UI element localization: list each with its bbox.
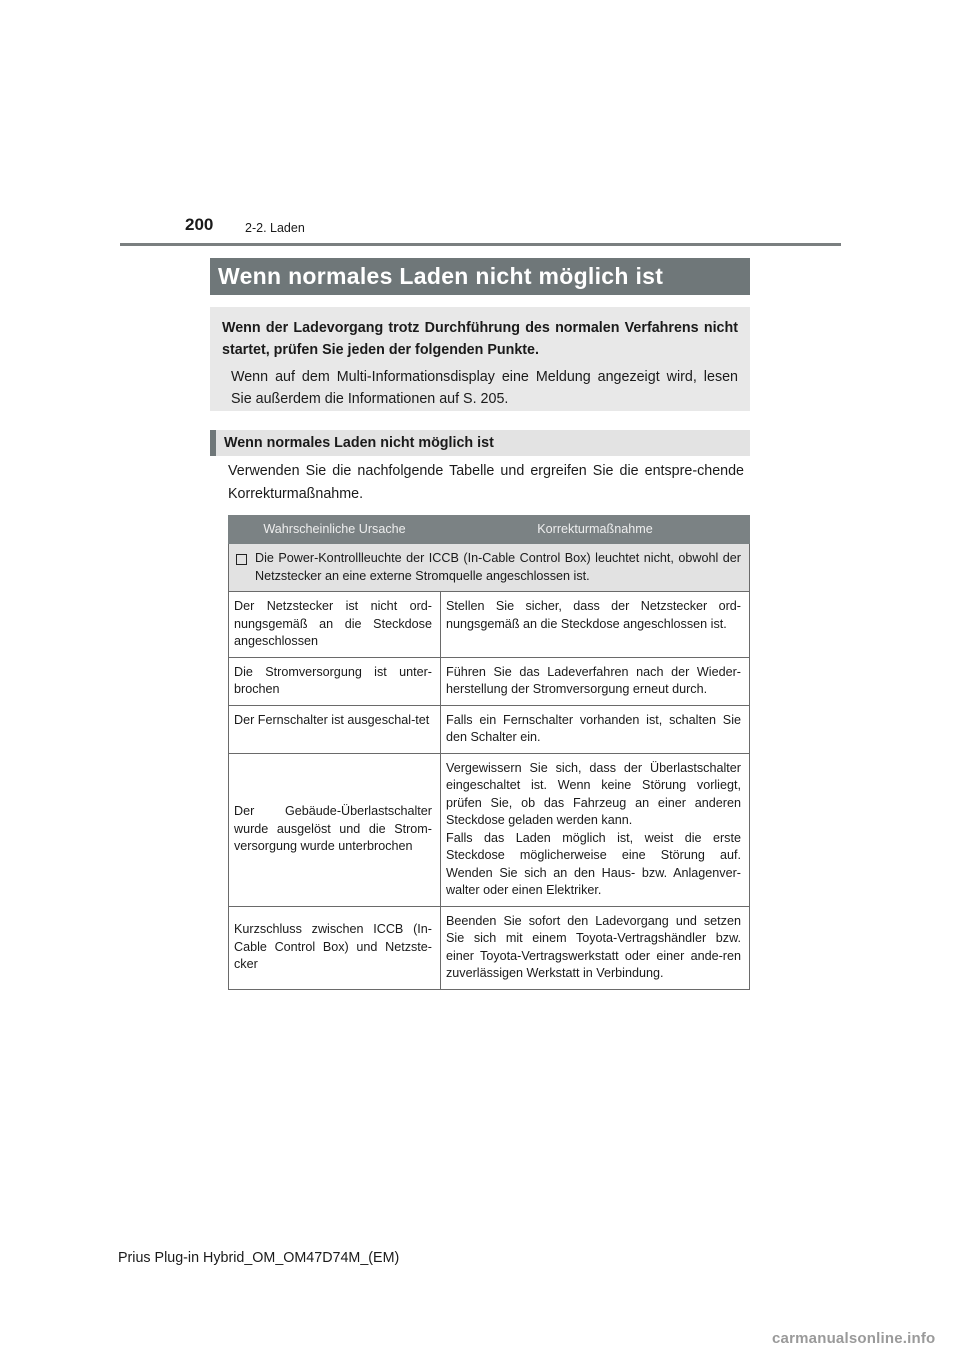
cause-cell: Kurzschluss zwischen ICCB (In-Cable Control Box) und Netzste-cker [229,906,441,989]
cause-cell: Der Fernschalter ist ausgeschal-tet [229,705,441,753]
intro-text: Wenn auf dem Multi-Informationsdisplay eine Meldung angezeigt wird, lesen Sie außerdem die Informationen auf S. 205. [231,369,738,407]
footer-doc-id: Prius Plug-in Hybrid_OM_OM47D74M_(EM) [118,1250,400,1266]
column-header-cause: Wahrscheinliche Ursache [229,516,441,544]
watermark: carmanualsonline.info [772,1330,936,1347]
page-number: 200 [185,215,214,234]
table-row [229,906,750,989]
remedy-table [228,515,750,990]
table-row [229,657,750,705]
cause-cell: Die Stromversorgung ist unter-brochen [229,657,441,705]
action-cell: Vergewissern Sie sich, dass der Überlastschalter eingeschaltet ist. Wenn keine Störung vorliegt, prüfen Sie, ob das Fahrzeug an einer anderen Steckdose geladen werden kann. Falls das Laden möglich ist, weist die erste Steckdose möglicherweise eine Störung auf. Wenden Sie sich an den Haus- bzw. Anlagenver-walter oder einen Elektriker. [441,753,750,906]
section-label: 2-2. Laden [245,221,305,235]
action-cell: Falls ein Fernschalter vorhanden ist, schalten Sie den Schalter ein. [441,705,750,753]
table-row [229,753,750,906]
table-header-row [229,516,750,544]
cause-cell: Der Netzstecker ist nicht ord-nungsgemäß an die Steckdose angeschlossen [229,592,441,658]
condition-cell [229,544,750,592]
header-rule [120,243,841,246]
cause-cell: Der Gebäude-Überlastschalter wurde ausgelöst und die Strom-versorgung wurde unterbrochen [229,753,441,906]
action-cell: Stellen Sie sicher, dass der Netzstecker ord-nungsgemäß an die Steckdose angeschlossen ist. [441,592,750,658]
subheading: Wenn normales Laden nicht möglich ist [210,430,750,456]
column-header-action: Korrekturmaßnahme [441,516,750,544]
checkbox-icon [236,554,247,565]
condition-row [229,544,750,592]
intro-bold-text: Wenn der Ladevorgang trotz Durchführung des normalen Verfahrens nicht startet, prüfen Sie jeden der folgenden Punkte. [222,320,738,358]
page-title: Wenn normales Laden nicht möglich ist [210,258,750,295]
condition-text: Die Power-Kontrollleuchte der ICCB (In-Cable Control Box) leuchtet nicht, obwohl der Netzstecker an eine externe Stromquelle angeschlossen ist. [255,551,741,583]
table-row [229,705,750,753]
table-row [229,592,750,658]
action-cell: Führen Sie das Ladeverfahren nach der Wieder-herstellung der Stromversorgung erneut durch. [441,657,750,705]
body-paragraph: Verwenden Sie die nachfolgende Tabelle und ergreifen Sie die entspre-chende Korrekturmaßnahme. [228,463,744,502]
intro-box [210,307,750,411]
action-cell: Beenden Sie sofort den Ladevorgang und setzen Sie sich mit einem Toyota-Vertragshändler bzw. einer Toyota-Vertragswerkstatt oder einer ande-ren zuverlässigen Werkstatt in Verbindung. [441,906,750,989]
